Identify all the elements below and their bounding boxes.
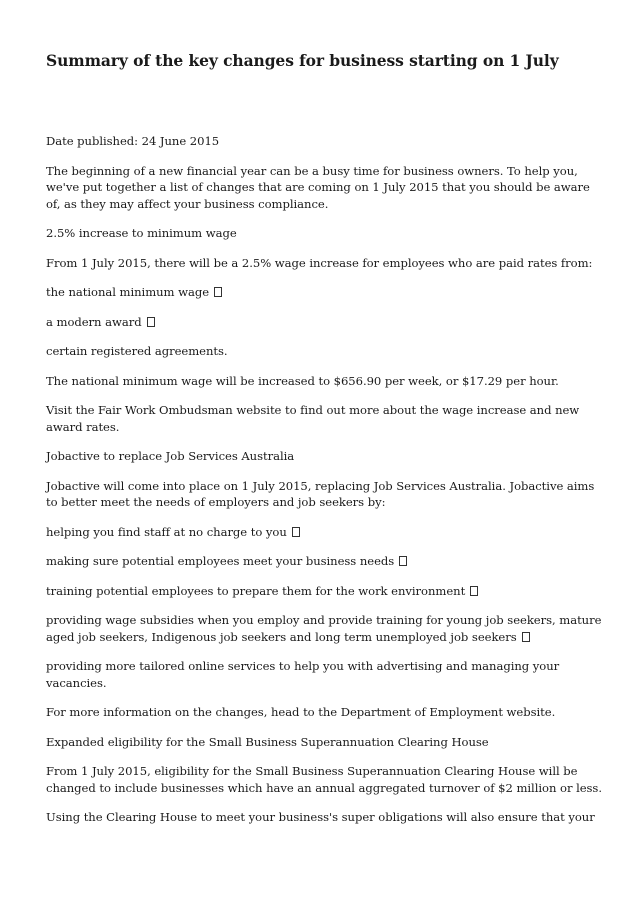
paragraph-text: Visit the Fair Work Ombudsman website to find out more about the wage increase and new award rates. xyxy=(46,403,580,434)
paragraph-text: providing more tailored online services to help you with advertising and managing your vacancies. xyxy=(46,659,560,690)
paragraph-text: The national minimum wage will be increased to $656.90 per week, or $17.29 per hour. xyxy=(46,373,559,388)
paragraph-text: The beginning of a new financial year can be a busy time for business owners. To help you, we've put together a list of changes that are coming on 1 July 2015 that you should be aware of, as they may affect your business compliance. xyxy=(46,163,590,211)
list-item xyxy=(46,524,606,541)
missing-glyph-icon xyxy=(292,527,300,537)
paragraph xyxy=(46,448,606,465)
paragraph-text: certain registered agreements. xyxy=(46,344,228,358)
list-item xyxy=(46,612,606,645)
list-item xyxy=(46,583,606,600)
missing-glyph-icon xyxy=(522,632,530,642)
missing-glyph-icon xyxy=(147,317,155,327)
paragraph-text: 2.5% increase to minimum wage xyxy=(46,226,237,240)
paragraph-text: Jobactive to replace Job Services Australia xyxy=(46,449,295,463)
paragraph-text: making sure potential employees meet your business needs xyxy=(46,554,395,568)
paragraph xyxy=(46,225,606,242)
paragraph-text: Expanded eligibility for the Small Business Superannuation Clearing House xyxy=(46,734,489,749)
paragraph xyxy=(46,343,606,360)
paragraph xyxy=(46,809,606,826)
paragraph xyxy=(46,402,606,435)
list-item xyxy=(46,314,606,331)
paragraph-text: a modern award xyxy=(46,314,142,329)
list-item xyxy=(46,284,606,301)
paragraph xyxy=(46,704,606,721)
paragraph-text: helping you find staff at no charge to you xyxy=(46,524,287,539)
paragraph xyxy=(46,478,606,511)
paragraph-text: training potential employees to prepare them for the work environment xyxy=(46,583,466,598)
paragraph-text: the national minimum wage xyxy=(46,285,210,299)
paragraph xyxy=(46,734,606,751)
date-published: Date published: 24 June 2015 xyxy=(46,134,220,148)
paragraph-text: For more information on the changes, head to the Department of Employment website. xyxy=(46,705,556,719)
paragraph-text: providing wage subsidies when you employ and provide training for young job seekers, mature aged job seekers, Indigenous job seekers and long term unemployed job seekers xyxy=(46,613,602,644)
list-item xyxy=(46,553,606,570)
missing-glyph-icon xyxy=(470,586,478,596)
paragraph xyxy=(46,373,606,390)
missing-glyph-icon xyxy=(399,556,407,566)
paragraph-text: From 1 July 2015, there will be a 2.5% wage increase for employees who are paid rates from: xyxy=(46,255,593,270)
document-body xyxy=(46,133,606,839)
missing-glyph-icon xyxy=(214,287,222,297)
paragraph xyxy=(46,763,606,796)
paragraph xyxy=(46,255,606,272)
document-title: Summary of the key changes for business starting on 1 July xyxy=(46,51,559,70)
paragraph xyxy=(46,658,606,691)
paragraph xyxy=(46,163,606,213)
paragraph-text: Jobactive will come into place on 1 July 2015, replacing Job Services Australia. Jobactive aims to better meet the needs of employers and job seekers by: xyxy=(46,478,595,509)
paragraph-text: From 1 July 2015, eligibility for the Small Business Superannuation Clearing House will be changed to include businesses which have an annual aggregated turnover of $2 million or less. xyxy=(46,764,602,795)
paragraph-text: Using the Clearing House to meet your business's super obligations will also ensure that your xyxy=(46,810,595,824)
